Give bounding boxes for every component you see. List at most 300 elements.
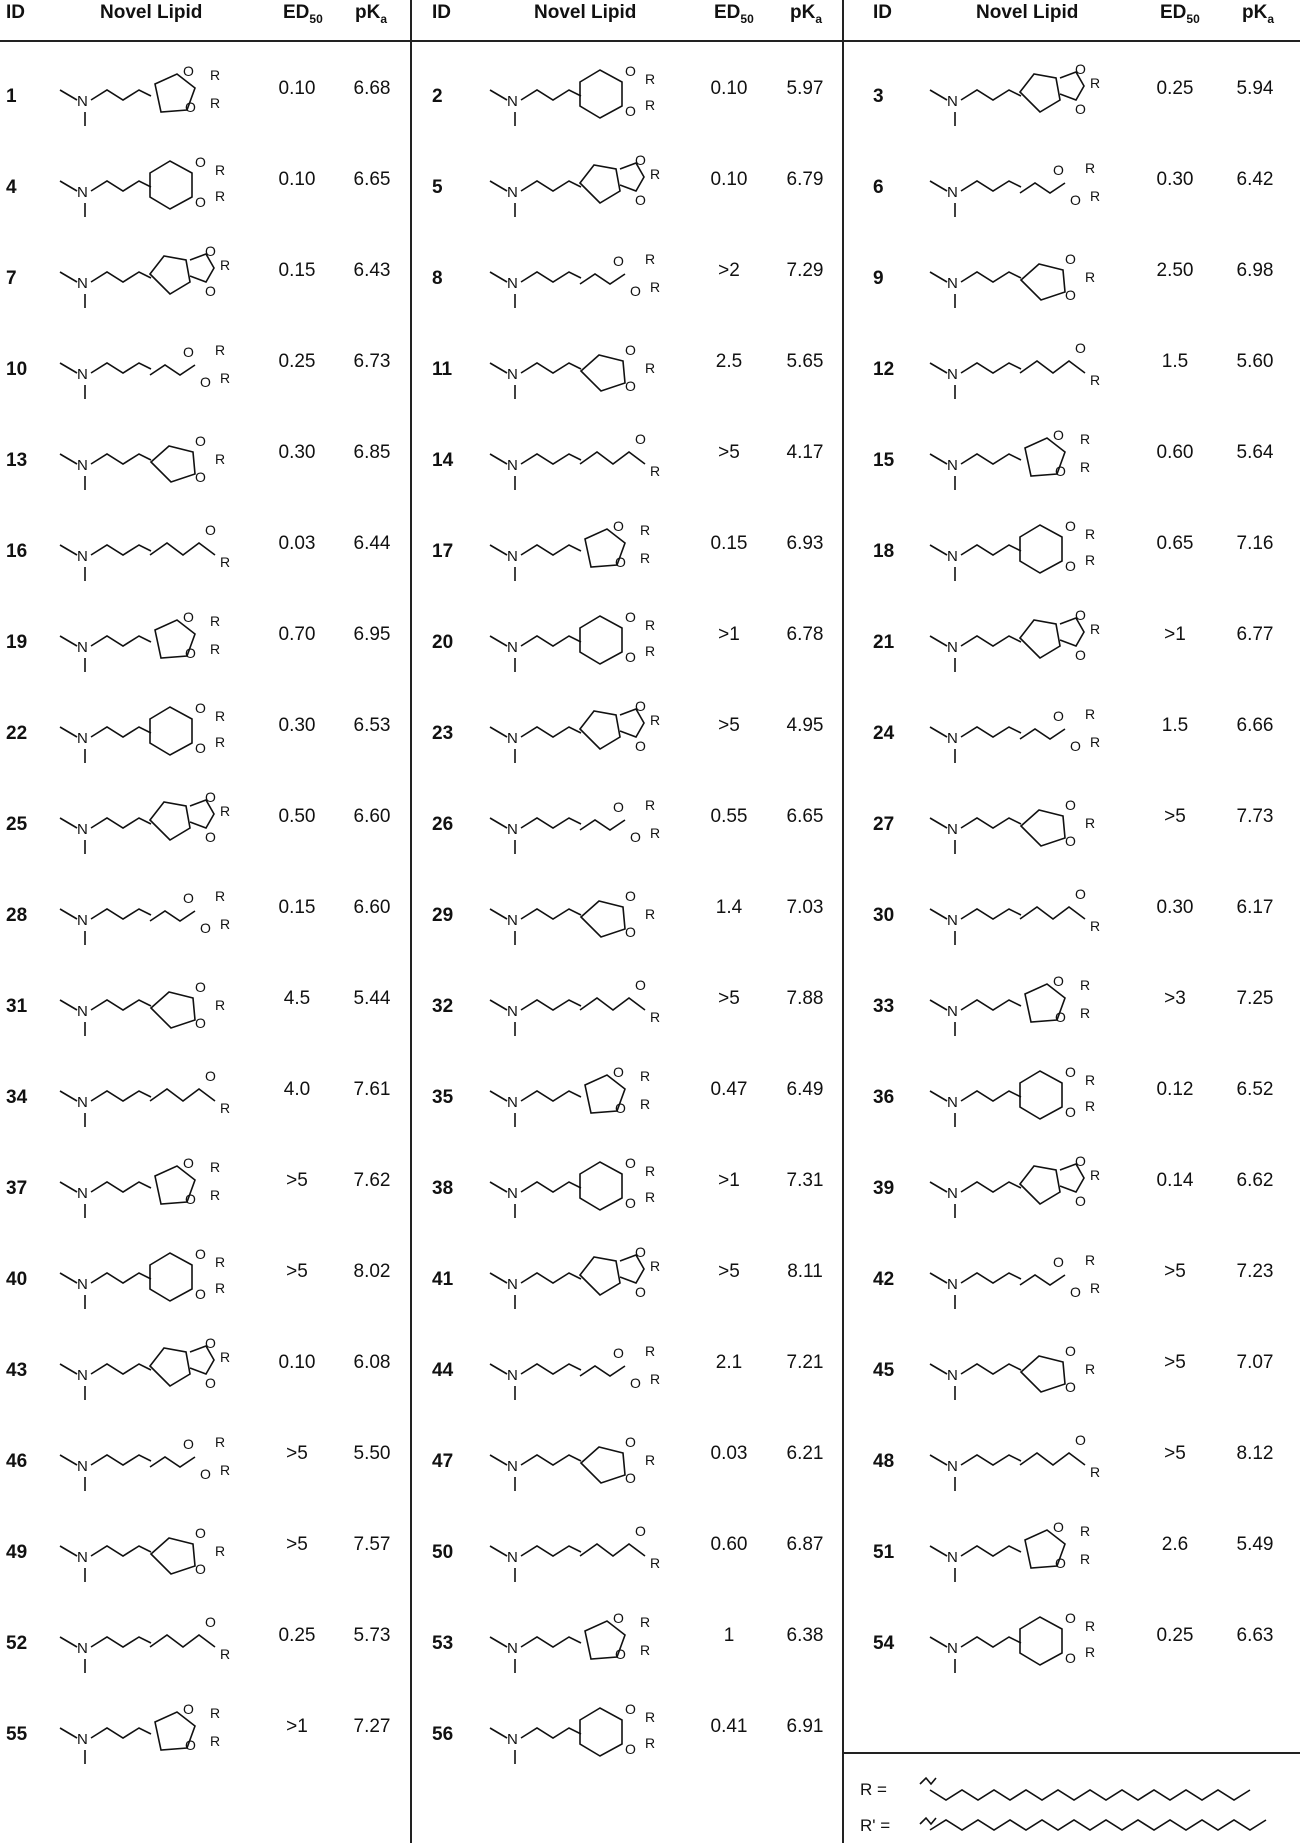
header-pka xyxy=(790,2,822,32)
svg-text:N: N xyxy=(507,548,518,565)
lipid-id: 48 xyxy=(873,1451,895,1472)
svg-text:O: O xyxy=(1065,1379,1076,1395)
svg-text:O: O xyxy=(1053,1254,1064,1270)
ed50-value: 0.03 xyxy=(710,1443,748,1464)
lipid-id: 1 xyxy=(6,86,17,107)
svg-text:N: N xyxy=(77,730,88,747)
pka-value: 6.21 xyxy=(786,1443,824,1464)
lipid-id: 16 xyxy=(6,541,28,562)
svg-text:O: O xyxy=(185,1191,196,1207)
ed50-value: >3 xyxy=(1164,988,1186,1009)
svg-text:O: O xyxy=(635,738,646,754)
svg-text:O: O xyxy=(1075,608,1086,623)
lipid-id: 38 xyxy=(432,1178,454,1199)
pka-value: 6.17 xyxy=(1236,897,1274,918)
table-row xyxy=(0,331,1300,422)
lipid-id: 47 xyxy=(432,1451,454,1472)
svg-text:O: O xyxy=(195,700,206,716)
svg-text:O: O xyxy=(195,154,206,170)
substituent-legend xyxy=(860,1760,1300,1840)
pka-value: 5.73 xyxy=(353,1625,391,1646)
svg-text:O: O xyxy=(195,469,206,485)
svg-text:N: N xyxy=(947,275,958,292)
svg-text:N: N xyxy=(507,821,518,838)
svg-text:N: N xyxy=(947,1276,958,1293)
table-row xyxy=(0,1332,1300,1423)
header-ed50-main: ED xyxy=(1160,2,1187,23)
pka-value: 6.85 xyxy=(353,442,391,463)
table-row xyxy=(0,968,1300,1059)
svg-text:N: N xyxy=(947,184,958,201)
pka-value: 7.88 xyxy=(786,988,824,1009)
pka-value: 7.03 xyxy=(786,897,824,918)
ed50-value: 0.30 xyxy=(1156,169,1194,190)
svg-text:O: O xyxy=(625,342,636,358)
header-ed50-sub: 50 xyxy=(740,11,754,26)
lipid-structure xyxy=(925,608,1105,678)
svg-text:R: R xyxy=(210,641,221,657)
svg-text:O: O xyxy=(1070,1284,1081,1300)
svg-text:N: N xyxy=(507,1185,518,1202)
svg-text:R: R xyxy=(650,712,661,728)
header-lipid: Novel Lipid xyxy=(534,2,637,23)
svg-text:N: N xyxy=(507,1003,518,1020)
pka-value: 6.93 xyxy=(786,533,824,554)
lipid-id: 19 xyxy=(6,632,28,653)
ed50-value: 0.65 xyxy=(1156,533,1194,554)
svg-text:N: N xyxy=(77,1003,88,1020)
svg-text:R: R xyxy=(640,522,651,538)
lipid-id: 32 xyxy=(432,996,454,1017)
ed50-value: 0.30 xyxy=(278,715,316,736)
svg-text:O: O xyxy=(1055,1009,1066,1025)
svg-text:N: N xyxy=(77,457,88,474)
lipid-id: 45 xyxy=(873,1360,895,1381)
svg-text:O: O xyxy=(635,192,646,208)
svg-text:R: R xyxy=(215,1254,226,1270)
svg-text:O: O xyxy=(1075,1432,1086,1448)
ed50-value: 0.25 xyxy=(1156,1625,1194,1646)
svg-text:R: R xyxy=(1085,815,1096,831)
svg-text:N: N xyxy=(947,1094,958,1111)
ed50-value: >2 xyxy=(718,260,740,281)
svg-text:O: O xyxy=(1055,463,1066,479)
svg-text:O: O xyxy=(1075,886,1086,902)
svg-text:N: N xyxy=(77,1640,88,1657)
ed50-value: >5 xyxy=(286,1534,308,1555)
svg-text:R: R xyxy=(1080,431,1091,447)
svg-text:O: O xyxy=(1075,340,1086,356)
lipid-structure xyxy=(925,699,1105,769)
svg-text:O: O xyxy=(205,1336,216,1351)
lipid-id: 37 xyxy=(6,1178,28,1199)
svg-text:N: N xyxy=(77,1549,88,1566)
header-ed50 xyxy=(283,2,323,32)
svg-text:O: O xyxy=(615,554,626,570)
ed50-value: >5 xyxy=(1164,1443,1186,1464)
svg-text:N: N xyxy=(507,912,518,929)
ed50-value: 0.03 xyxy=(278,533,316,554)
svg-text:O: O xyxy=(200,1466,211,1482)
svg-text:N: N xyxy=(77,1276,88,1293)
svg-text:R: R xyxy=(215,162,226,178)
lipid-structure xyxy=(925,153,1105,223)
lipid-id: 6 xyxy=(873,177,884,198)
svg-text:O: O xyxy=(635,1523,646,1539)
ed50-value: 0.41 xyxy=(710,1716,748,1737)
header-lipid: Novel Lipid xyxy=(976,2,1079,23)
svg-text:R: R xyxy=(215,1434,226,1450)
lipid-id: 56 xyxy=(432,1724,454,1745)
svg-text:O: O xyxy=(200,374,211,390)
svg-text:R: R xyxy=(640,1096,651,1112)
pka-value: 4.17 xyxy=(786,442,824,463)
svg-text:O: O xyxy=(185,99,196,115)
lipid-id: 20 xyxy=(432,632,454,653)
lipid-id: 11 xyxy=(432,359,453,380)
header-id: ID xyxy=(873,2,892,23)
svg-text:O: O xyxy=(613,1345,624,1361)
svg-text:N: N xyxy=(947,366,958,383)
svg-text:R: R xyxy=(645,1735,656,1751)
svg-text:N: N xyxy=(77,548,88,565)
svg-text:N: N xyxy=(77,1094,88,1111)
svg-text:O: O xyxy=(183,63,194,79)
lipid-id: 35 xyxy=(432,1087,454,1108)
pka-value: 6.62 xyxy=(1236,1170,1274,1191)
pka-value: 7.57 xyxy=(353,1534,391,1555)
svg-text:R: R xyxy=(645,906,656,922)
svg-text:R: R xyxy=(1090,621,1101,637)
svg-text:O: O xyxy=(1053,708,1064,724)
lipid-structure xyxy=(925,335,1105,405)
svg-text:R: R xyxy=(1085,269,1096,285)
lipid-id: 25 xyxy=(6,814,28,835)
lipid-id: 51 xyxy=(873,1542,895,1563)
table-row xyxy=(0,422,1300,513)
table-row xyxy=(0,695,1300,786)
svg-text:O: O xyxy=(625,103,636,119)
svg-text:O: O xyxy=(183,344,194,360)
lipid-id: 49 xyxy=(6,1542,28,1563)
lipid-structure xyxy=(925,1518,1105,1588)
lipid-id: 9 xyxy=(873,268,884,289)
lipid-id: 40 xyxy=(6,1269,28,1290)
lipid-id: 53 xyxy=(432,1633,454,1654)
pka-value: 6.43 xyxy=(353,260,391,281)
ed50-value: 2.6 xyxy=(1161,1534,1189,1555)
pka-value: 7.21 xyxy=(786,1352,824,1373)
svg-text:O: O xyxy=(1065,797,1076,813)
svg-text:R: R xyxy=(645,1709,656,1725)
lipid-id: 12 xyxy=(873,359,895,380)
pka-value: 6.73 xyxy=(353,351,391,372)
svg-text:R: R xyxy=(650,1371,661,1387)
header-lipid: Novel Lipid xyxy=(100,2,203,23)
lipid-id: 24 xyxy=(873,723,895,744)
svg-text:R: R xyxy=(220,1349,231,1365)
svg-text:O: O xyxy=(1065,558,1076,574)
pka-value: 6.68 xyxy=(353,78,391,99)
svg-text:N: N xyxy=(947,1640,958,1657)
lipid-structure xyxy=(925,790,1105,860)
svg-text:R: R xyxy=(645,71,656,87)
svg-text:O: O xyxy=(625,609,636,625)
svg-text:R: R xyxy=(215,888,226,904)
svg-text:R: R xyxy=(215,997,226,1013)
svg-text:O: O xyxy=(625,378,636,394)
svg-text:O: O xyxy=(1065,1064,1076,1080)
svg-text:O: O xyxy=(1075,101,1086,117)
svg-text:R: R xyxy=(1085,526,1096,542)
ed50-value: 0.30 xyxy=(278,442,316,463)
svg-text:O: O xyxy=(615,1100,626,1116)
svg-text:O: O xyxy=(625,1434,636,1450)
svg-text:R: R xyxy=(1085,1644,1096,1660)
svg-text:O: O xyxy=(183,1436,194,1452)
svg-text:R: R xyxy=(650,1555,661,1571)
pka-value: 5.97 xyxy=(786,78,824,99)
svg-text:O: O xyxy=(1075,62,1086,77)
svg-text:O: O xyxy=(635,1245,646,1260)
lipid-id: 33 xyxy=(873,996,895,1017)
svg-text:R: R xyxy=(650,1009,661,1025)
ed50-value: 2.50 xyxy=(1156,260,1194,281)
svg-text:O: O xyxy=(195,1561,206,1577)
lipid-structure xyxy=(925,1063,1105,1133)
pka-value: 6.44 xyxy=(353,533,391,554)
svg-text:R: R xyxy=(220,1646,231,1662)
table-row xyxy=(0,1605,1300,1696)
svg-text:R: R xyxy=(650,279,661,295)
svg-text:R: R xyxy=(1085,1618,1096,1634)
svg-text:N: N xyxy=(507,730,518,747)
lipid-id: 36 xyxy=(873,1087,895,1108)
ed50-value: 0.15 xyxy=(278,897,316,918)
svg-text:O: O xyxy=(1070,192,1081,208)
svg-text:O: O xyxy=(1070,738,1081,754)
header-ed50 xyxy=(1160,2,1200,32)
svg-text:O: O xyxy=(1053,427,1064,443)
svg-text:N: N xyxy=(947,1003,958,1020)
svg-text:O: O xyxy=(1075,1154,1086,1169)
svg-text:O: O xyxy=(635,699,646,714)
ed50-value: >5 xyxy=(286,1170,308,1191)
ed50-value: >5 xyxy=(286,1261,308,1282)
svg-text:O: O xyxy=(625,649,636,665)
svg-text:R: R xyxy=(215,451,226,467)
table-row xyxy=(0,877,1300,968)
svg-text:R: R xyxy=(1090,1280,1101,1296)
ed50-value: 0.15 xyxy=(278,260,316,281)
ed50-value: 2.5 xyxy=(715,351,743,372)
svg-text:R: R xyxy=(210,613,221,629)
svg-text:N: N xyxy=(507,1549,518,1566)
ed50-value: >5 xyxy=(718,1261,740,1282)
svg-text:R: R xyxy=(215,708,226,724)
svg-text:N: N xyxy=(77,275,88,292)
svg-text:N: N xyxy=(507,1731,518,1748)
lipid-id: 13 xyxy=(6,450,28,471)
svg-text:R: R xyxy=(1090,1464,1101,1480)
table-row xyxy=(0,240,1300,331)
svg-text:O: O xyxy=(205,522,216,538)
ed50-value: 0.25 xyxy=(1156,78,1194,99)
ed50-value: >1 xyxy=(286,1716,308,1737)
svg-text:N: N xyxy=(947,730,958,747)
svg-text:O: O xyxy=(183,609,194,625)
svg-text:O: O xyxy=(1065,1104,1076,1120)
table-row xyxy=(0,1059,1300,1150)
lipid-id: 8 xyxy=(432,268,443,289)
ed50-value: 0.50 xyxy=(278,806,316,827)
lipid-structure xyxy=(925,62,1105,132)
table-row xyxy=(0,786,1300,877)
pka-value: 7.62 xyxy=(353,1170,391,1191)
ed50-value: >5 xyxy=(718,715,740,736)
pka-value: 6.65 xyxy=(786,806,824,827)
pka-value: 7.61 xyxy=(353,1079,391,1100)
svg-text:R: R xyxy=(1090,75,1101,91)
svg-text:O: O xyxy=(205,1614,216,1630)
lipid-id: 5 xyxy=(432,177,443,198)
header-id: ID xyxy=(6,2,25,23)
lipid-id: 26 xyxy=(432,814,454,835)
header-pka-main: pK xyxy=(355,2,381,23)
pka-value: 7.25 xyxy=(1236,988,1274,1009)
ed50-value: >5 xyxy=(718,442,740,463)
svg-text:O: O xyxy=(635,977,646,993)
lipid-id: 44 xyxy=(432,1360,454,1381)
pka-value: 6.60 xyxy=(353,897,391,918)
svg-text:O: O xyxy=(205,283,216,299)
svg-text:O: O xyxy=(613,1064,624,1080)
lipid-id: 28 xyxy=(6,905,28,926)
svg-text:R: R xyxy=(645,1163,656,1179)
header-ed50-main: ED xyxy=(714,2,741,23)
lipid-id: 7 xyxy=(6,268,17,289)
ed50-value: 0.12 xyxy=(1156,1079,1194,1100)
svg-text:O: O xyxy=(183,890,194,906)
lipid-id: 23 xyxy=(432,723,454,744)
svg-text:N: N xyxy=(947,93,958,110)
svg-text:R: R xyxy=(645,617,656,633)
lipid-id: 15 xyxy=(873,450,895,471)
lipid-id: 39 xyxy=(873,1178,895,1199)
svg-text:R: R xyxy=(645,251,656,267)
svg-text:O: O xyxy=(635,1284,646,1300)
svg-text:R: R xyxy=(210,1733,221,1749)
pka-value: 6.65 xyxy=(353,169,391,190)
svg-text:N: N xyxy=(507,184,518,201)
header-id: ID xyxy=(432,2,451,23)
pka-value: 5.94 xyxy=(1236,78,1274,99)
pka-value: 6.08 xyxy=(353,1352,391,1373)
svg-text:R: R xyxy=(1085,552,1096,568)
table-row xyxy=(0,1514,1300,1605)
legend-r-prime-label: R' = xyxy=(860,1816,891,1835)
svg-text:O: O xyxy=(625,1155,636,1171)
pka-value: 5.64 xyxy=(1236,442,1274,463)
svg-text:N: N xyxy=(947,1458,958,1475)
svg-text:N: N xyxy=(947,639,958,656)
svg-text:O: O xyxy=(613,518,624,534)
svg-text:O: O xyxy=(195,1015,206,1031)
pka-value: 6.98 xyxy=(1236,260,1274,281)
pka-value: 7.31 xyxy=(786,1170,824,1191)
ed50-value: 0.10 xyxy=(278,1352,316,1373)
ed50-value: 0.10 xyxy=(278,169,316,190)
lipid-structure xyxy=(925,517,1105,587)
svg-text:N: N xyxy=(77,1367,88,1384)
svg-text:O: O xyxy=(615,1646,626,1662)
svg-text:R: R xyxy=(215,342,226,358)
svg-text:N: N xyxy=(77,639,88,656)
svg-text:R: R xyxy=(1085,1098,1096,1114)
pka-value: 7.73 xyxy=(1236,806,1274,827)
pka-value: 7.23 xyxy=(1236,1261,1274,1282)
ed50-value: 0.30 xyxy=(1156,897,1194,918)
svg-text:N: N xyxy=(507,93,518,110)
svg-text:R: R xyxy=(1090,188,1101,204)
lipid-structure xyxy=(925,1609,1105,1679)
svg-text:R: R xyxy=(1080,1523,1091,1539)
svg-text:R: R xyxy=(210,1159,221,1175)
lipid-structure xyxy=(925,244,1105,314)
svg-text:O: O xyxy=(205,829,216,845)
r-chain-structure xyxy=(910,1760,1290,1840)
svg-text:R: R xyxy=(215,734,226,750)
pka-value: 7.27 xyxy=(353,1716,391,1737)
svg-text:N: N xyxy=(77,366,88,383)
svg-text:R: R xyxy=(650,166,661,182)
svg-text:N: N xyxy=(507,457,518,474)
lipid-id: 43 xyxy=(6,1360,28,1381)
svg-text:O: O xyxy=(205,1375,216,1391)
svg-text:R: R xyxy=(640,550,651,566)
lipid-structure xyxy=(485,1700,665,1770)
svg-text:R: R xyxy=(1090,734,1101,750)
lipid-id: 30 xyxy=(873,905,895,926)
ed50-value: 0.10 xyxy=(710,78,748,99)
pka-value: 6.87 xyxy=(786,1534,824,1555)
pka-value: 5.60 xyxy=(1236,351,1274,372)
lipid-id: 52 xyxy=(6,1633,28,1654)
svg-text:O: O xyxy=(195,740,206,756)
pka-value: 7.07 xyxy=(1236,1352,1274,1373)
svg-text:R: R xyxy=(220,370,231,386)
ed50-value: 0.25 xyxy=(278,351,316,372)
lipid-id: 42 xyxy=(873,1269,895,1290)
svg-text:O: O xyxy=(625,63,636,79)
svg-text:O: O xyxy=(1065,1650,1076,1666)
ed50-value: >1 xyxy=(1164,624,1186,645)
lipid-id: 22 xyxy=(6,723,28,744)
svg-text:O: O xyxy=(195,1286,206,1302)
pka-value: 8.12 xyxy=(1236,1443,1274,1464)
table-row xyxy=(0,58,1300,149)
svg-text:O: O xyxy=(1065,1343,1076,1359)
svg-text:N: N xyxy=(947,1367,958,1384)
svg-text:O: O xyxy=(185,1737,196,1753)
lipid-structure xyxy=(925,881,1105,951)
svg-text:O: O xyxy=(635,153,646,168)
svg-text:O: O xyxy=(630,829,641,845)
header-pka-main: pK xyxy=(790,2,816,23)
pka-value: 4.95 xyxy=(786,715,824,736)
svg-text:R: R xyxy=(210,1705,221,1721)
svg-text:N: N xyxy=(947,548,958,565)
